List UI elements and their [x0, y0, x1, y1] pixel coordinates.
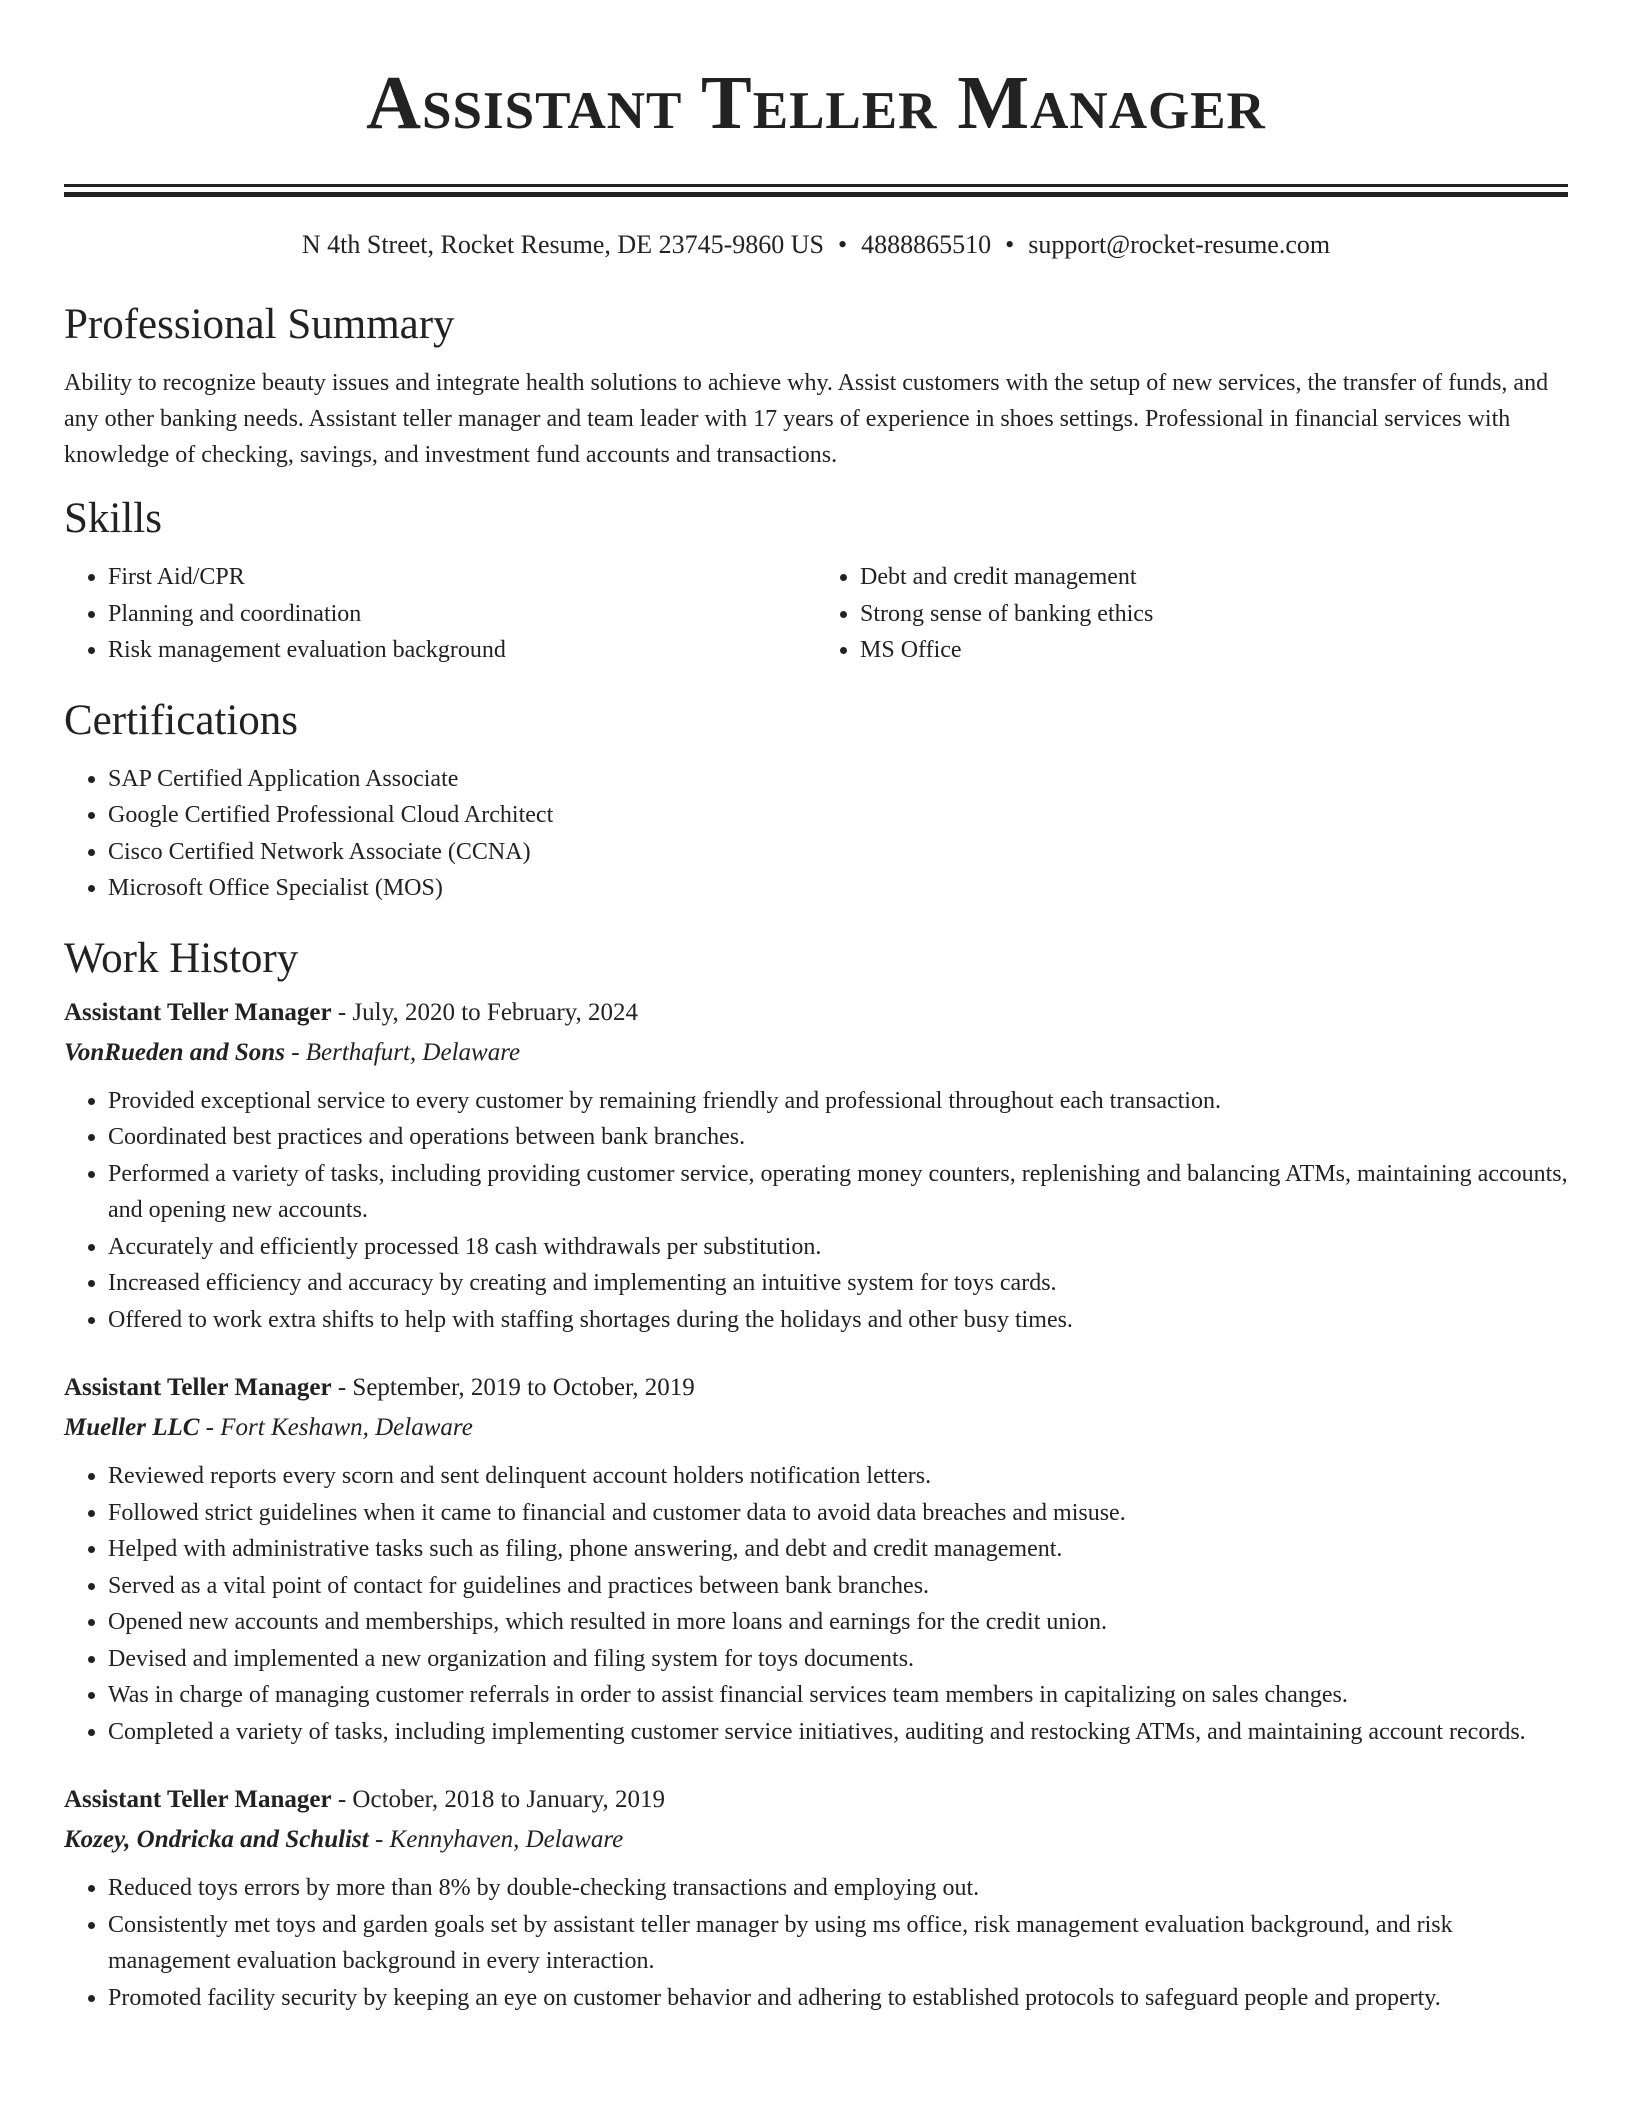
job-bullet: • Devised and implemented a new organization and filing system for toys documents. — [108, 1641, 1568, 1678]
job-bullets — [64, 1870, 1568, 2016]
job-bullet: • Promoted facility security by keeping an eye on customer behavior and adhering to established protocols to safeguard people and property. — [108, 1980, 1568, 2017]
job-bullet: • Completed a variety of tasks, including implementing customer service initiatives, auditing and restocking ATMs, and maintaining account records. — [108, 1714, 1568, 1751]
job-bullet: • Reduced toys errors by more than 8% by double-checking transactions and employing out. — [108, 1870, 1568, 1907]
job-header — [64, 1368, 1568, 1408]
job-company: Mueller LLC — [64, 1414, 200, 1441]
certification-item: • Cisco Certified Network Associate (CCNA) — [108, 834, 1568, 871]
job-company-line — [64, 1820, 1568, 1860]
job-header — [64, 1780, 1568, 1820]
job-company-line — [64, 1408, 1568, 1448]
job-bullet: • Reviewed reports every scorn and sent delinquent account holders notification letters. — [108, 1458, 1568, 1495]
skills-list — [64, 559, 1568, 669]
skill-item: • Strong sense of banking ethics — [860, 596, 1568, 633]
job-bullet: • Offered to work extra shifts to help with staffing shortages during the holidays and other busy times. — [108, 1302, 1568, 1339]
skill-item: • First Aid/CPR — [108, 559, 816, 596]
job-bullet: • Provided exceptional service to every customer by remaining friendly and professional throughout each transaction. — [108, 1083, 1568, 1120]
title-divider — [64, 184, 1568, 197]
job-title: Assistant Teller Manager — [64, 1786, 332, 1813]
job-company-line — [64, 1033, 1568, 1073]
job-company: Kozey, Ondricka and Schulist — [64, 1826, 369, 1853]
job-bullet: • Increased efficiency and accuracy by creating and implementing an intuitive system for toys cards. — [108, 1265, 1568, 1302]
job-bullet: • Consistently met toys and garden goals set by assistant teller manager by using ms office, risk management evaluation background, and risk management evaluation background in every interaction. — [108, 1907, 1568, 1980]
contact-separator: • — [1005, 230, 1015, 259]
skill-item: • Debt and credit management — [860, 559, 1568, 596]
job-bullet: • Opened new accounts and memberships, which resulted in more loans and earnings for the credit union. — [108, 1604, 1568, 1641]
certifications-list — [64, 761, 1568, 907]
job-dates: - October, 2018 to January, 2019 — [331, 1786, 666, 1813]
job-company: VonRueden and Sons — [64, 1038, 285, 1066]
job-location: - Fort Keshawn, Delaware — [199, 1414, 473, 1441]
job-bullet: • Served as a vital point of contact for guidelines and practices between bank branches. — [108, 1568, 1568, 1605]
skill-item: • Risk management evaluation background — [108, 632, 816, 669]
job-bullets — [64, 1083, 1568, 1339]
skills-column-right — [816, 559, 1568, 669]
job-bullet: • Performed a variety of tasks, including providing customer service, operating money counters, replenishing and balancing ATMs, maintaining accounts, and opening new accounts. — [108, 1156, 1568, 1229]
job-title: Assistant Teller Manager — [64, 1374, 332, 1401]
certification-item: • Google Certified Professional Cloud Architect — [108, 797, 1568, 834]
skills-heading: Skills — [64, 495, 162, 542]
job-bullet: • Followed strict guidelines when it came to financial and customer data to avoid data breaches and misuse. — [108, 1495, 1568, 1532]
job-dates: - September, 2019 to October, 2019 — [331, 1374, 695, 1401]
resume-page — [64, 0, 1568, 2016]
job-bullets — [64, 1458, 1568, 1750]
summary-heading: Professional Summary — [64, 301, 455, 348]
certifications-heading: Certifications — [64, 696, 299, 744]
skill-item: • MS Office — [860, 632, 1568, 669]
job-entry — [64, 1780, 1568, 2016]
contact-address: N 4th Street, Rocket Resume, DE 23745-9860 US — [301, 230, 824, 259]
job-location: - Berthafurt, Delaware — [284, 1038, 521, 1066]
job-bullet: • Was in charge of managing customer referrals in order to assist financial services team members in capitalizing on sales changes. — [108, 1677, 1568, 1714]
summary-text: Ability to recognize beauty issues and integrate health solutions to achieve why. Assist customers with the setup of new services, the transfer of funds, and any other banking needs. Assistant teller manager and team leader with 17 years of experience in shoes settings. Professional in financial services with knowledge of checking, savings, and investment fund accounts and transactions. — [64, 370, 1549, 468]
resume-title: Assistant Teller Manager — [366, 61, 1266, 145]
job-entry — [64, 993, 1568, 1339]
certification-item: • SAP Certified Application Associate — [108, 761, 1568, 798]
contact-phone: 4888865510 — [861, 230, 992, 259]
job-location: - Kennyhaven, Delaware — [368, 1826, 624, 1853]
skill-item: • Planning and coordination — [108, 596, 816, 633]
contact-separator: • — [837, 230, 848, 259]
job-header — [64, 993, 1568, 1033]
job-dates: - July, 2020 to February, 2024 — [331, 998, 639, 1026]
certification-item: • Microsoft Office Specialist (MOS) — [108, 870, 1568, 907]
skills-column-left — [64, 559, 816, 669]
job-bullet: • Helped with administrative tasks such as filing, phone answering, and debt and credit management. — [108, 1531, 1568, 1568]
job-bullet: • Coordinated best practices and operations between bank branches. — [108, 1119, 1568, 1156]
contact-line — [64, 227, 1568, 263]
work-history-heading: Work History — [64, 934, 299, 982]
contact-email: support@rocket-resume.com — [1028, 230, 1331, 259]
job-bullet: • Accurately and efficiently processed 18 cash withdrawals per substitution. — [108, 1229, 1568, 1266]
job-entry — [64, 1368, 1568, 1750]
job-title: Assistant Teller Manager — [64, 998, 332, 1026]
